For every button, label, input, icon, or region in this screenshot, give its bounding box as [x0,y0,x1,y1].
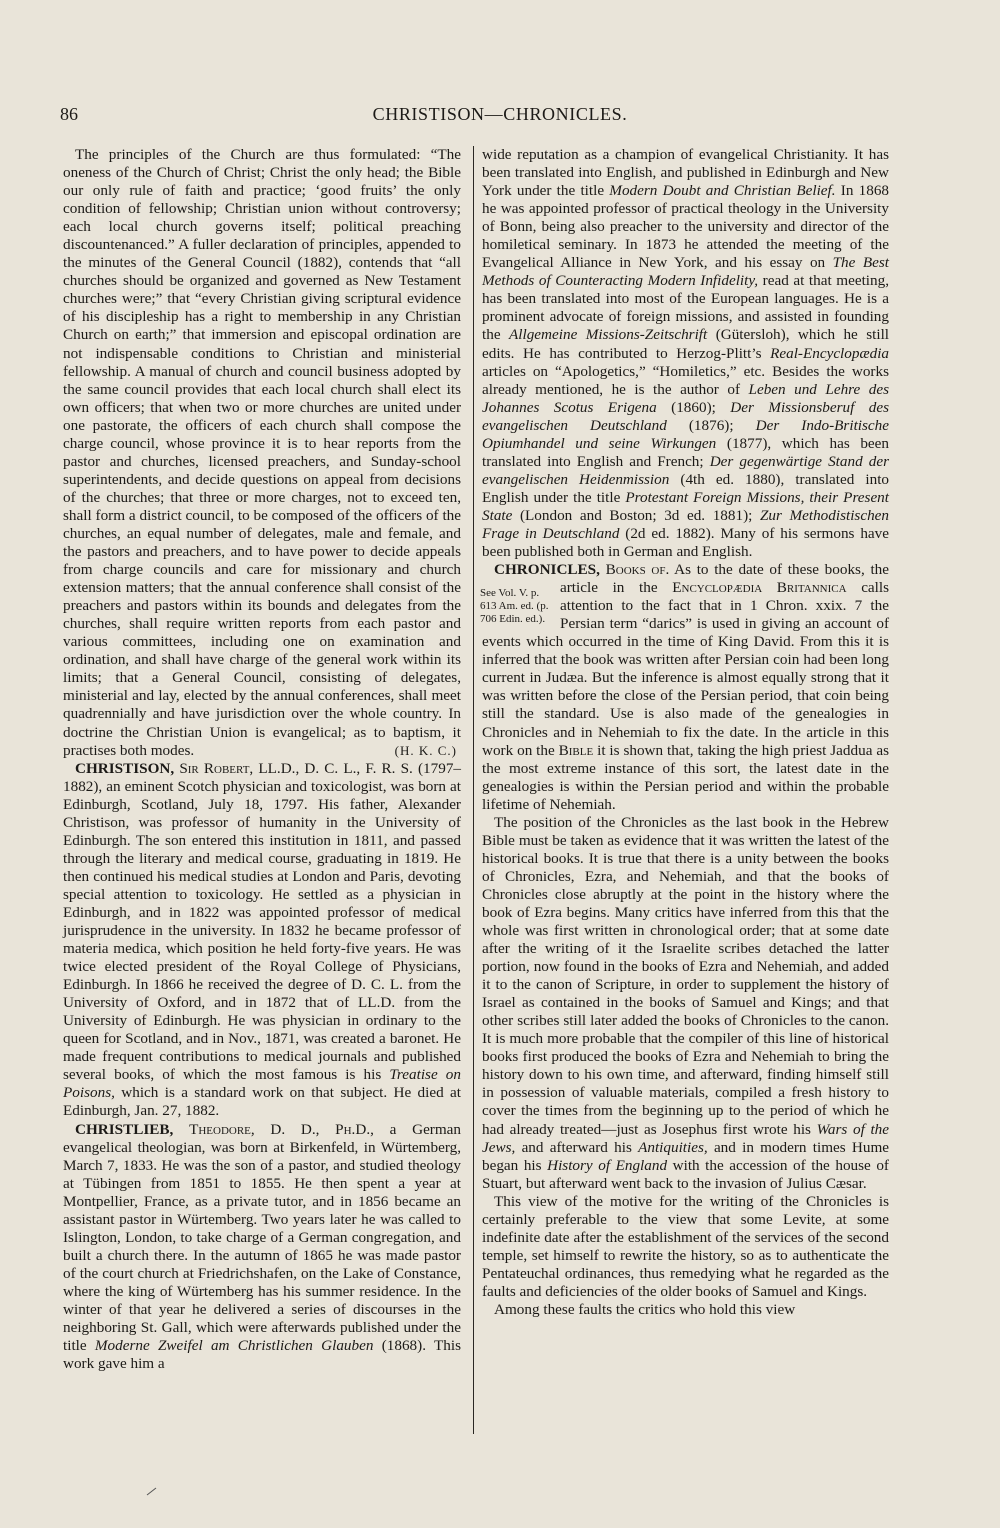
chronicles-p2-mid2: and in modern times Hume began his [482,1138,890,1174]
chronicles-entry [482,561,889,814]
chronicles-p1-end: it is shown that, taking the high priest Jaddua as the most extreme instance of this sort, the latest date in the genealogies is within the Persian period and within the probable lifetime of Nehemiah. [482,741,889,813]
chronicles-faults-paragraph: Among these faults the critics who hold this view [494,1301,796,1318]
christlieb-cont-11: (2d ed. 1882). Many of his sermons have been published both in German and English. [482,524,889,561]
britannica-reference: Encyclopædia Britannica [672,579,847,597]
christlieb-cont-6: (1860); [671,398,716,416]
running-title: CHRISTISON—CHRONICLES. [372,104,628,124]
christlieb-italic-4: Real-Encyclopædia [770,344,890,362]
christlieb-title: Theodore, D. D., Ph.D., [189,1120,374,1138]
chronicles-motive-paragraph: This view of the motive for the writing of the Chronicles is certainly preferable to the view that some Levite, at some indefinite date after the establishment of the services of the second temple, set himself to rewrite the history, so as to authenticate the Pentateuchal ordinances, thus remedying what he regarded as the faults and deficiencies of the older books of Samuel and Kings. [482,1192,889,1300]
christison-entry [63,760,461,1121]
christlieb-book-title: Moderne Zweifel am Christlichen Glauben [94,1337,374,1355]
christlieb-cont-7: (1876); [688,416,734,434]
bible-reference: Bible [558,741,594,759]
chronicles-position-paragraph [482,814,889,1193]
christison-book-title: Treatise on Poisons, [63,1066,461,1102]
christlieb-italic-2: The Best Methods of Counteracting Modern Infidelity, [482,254,890,290]
christlieb-italic-10: Zur Methodistischen Frage in Deutschland [482,506,890,542]
christlieb-cont-10: (London and Boston; 3d ed. 1881); [519,506,753,524]
right-column [482,146,889,1319]
christlieb-cont-2: In 1868 he was appointed professor of practical theology in the University of Bonn, being also preacher to the university and director of the homiletical seminary. In 1873 he attended the meeting of the Evangelical Alliance in New York, and his essay on [482,182,890,272]
chronicles-lead: As to the date of these books, the article in the [560,561,889,597]
christlieb-cont-9: (4th ed. 1880), translated into English under the title [482,470,890,506]
christian-union-text: The principles of the Church are thus formulated: “The oneness of the Church of Christ; Christ the only head; the Bible our only rule of faith and practice; ‘good fruits’ the only condition of fellowship; Christian union without controversy; each local church governs itself; political preaching discountenanced.” A fuller declaration of principles, appended to the minutes of the General Council (1882), contends that “all churches should be organized and governed as New Testament churches were;” that “every Christian giving scriptural evidence of his discipleship has a right to membership in any Christian Church on earth;” that immersion and episcopal ordination are not indispensable conditions to Christian and ministerial fellowship. A manual of church and council business adopted by the same council provides that each local church shall elect its own officers; that when two or more churches are united under one pastorate, the officers of each church shall compose the charge council, whose province it is to hear reports from the pastor and churches, licensed preachers, and Sunday-school superintendents, and decide questions on appeal from decisions of the churches; that three or more charges, not to exceed ten, shall form a district council, to be composed of the officers of the churches, an equal number of delegates, male and female, and the pastors and preachers, and to have power to decide appeals from charge councils and care for missionary and church extension matters; that the annual conference shall consist of the preachers and pastors within its bounds and delegates from the churches, shall require written reports from each pastor and various committees, including one on examination and ordination, and shall have charge of the general work within its limits; that a General Council, consisting of delegates, ministerial and lay, elected by the annual conferences, shall meet quadrennially and have jurisdiction over the whole country. In doctrine the Christian Union is evangelical; as to baptism, it practises both modes. [63,146,461,759]
column-rule [473,146,474,1434]
christlieb-italic-5: Leben und Lehre des Johannes Scotus Erigena [482,380,889,416]
left-column [63,146,461,1373]
christlieb-italic-6: Der Missionsberuf des evangelischen Deutschland [482,398,890,434]
christison-title: Sir Robert, LL.D., D. C. L., F. R. S. [179,759,413,777]
history-of-england: History of England [547,1156,668,1174]
chronicles-title: Books of. [605,561,670,579]
chronicles-p2-mid: and afterward his [521,1138,632,1156]
christlieb-cont-8: (1877), which has been translated into English and French; [482,434,890,470]
christlieb-italic-8: Der gegenwärtige Stand der evangelischen Heidenmission [482,452,889,488]
chronicles-p2: The position of the Chronicles as the last book in the Hebrew Bible must be taken as evidence that it was written the latest of the historical books. It is true that there is a unity between the books of Chronicles, Ezra, and Nehemiah, and that the books of Chronicles close abruptly at the point in the history where the book of Ezra begins. Many critics have inferred from this that the whole was first written in chronological order; that at some date after the writing of it the Israelite scribes detached the latter portion, now found in the books of Ezra and Nehemiah, and added it to the canon of Scripture, in order to supplement the history of Israel as contained in the books of Samuel and Kings; and that other scribes still later added the books of Chronicles to the canon. It is much more probable that the compiler of this line of historical books first produced the books of Ezra and Nehemiah to bring the history down to his own time, and afterward, finding himself still in possession of valuable materials, compiled a fresh history to cover the times from the beginning up to the period of which he had already treated—just as Josephus first wrote his [482,813,889,1138]
christison-end: which is a standard work on that subject. He died at Edinburgh, Jan. 27, 1882. [63,1084,462,1120]
christlieb-body: a German evangelical theologian, was born at Birkenfeld, in Würtemberg, March 7, 1833. He was the son of a pastor, and studied theology at Tübingen from 1851 to 1855. He then spent a year at Montpellier, France, as a private tutor, and in 1856 became an assistant pastor in Würtemberg. Two years later he was called to Islington, London, to take charge of a German congregation, and built a church there. In the autumn of 1865 he was made pastor of the court church at Friedrichshafen, on the Lake of Constance, where the king of Würtemberg has his summer residence. In the winter of that year he delivered a series of discourses in the neighboring St. Gall, which were afterwards published under the title [63,1120,462,1355]
christlieb-continuation [482,146,889,561]
christlieb-headword: CHRISTLIEB, [75,1120,174,1138]
christlieb-cont-5: articles on “Apologetics,” “Homiletics,” etc. Besides the works already mentioned, he is the author of [482,362,889,398]
christlieb-italic-1: Modern Doubt and Christian Belief. [609,182,836,200]
wars-of-the-jews: Wars of the Jews, [482,1120,890,1156]
antiquities: Antiquities, [638,1138,708,1156]
christlieb-italic-9: Protestant Foreign Missions, their Present State [482,488,890,524]
christlieb-entry [63,1121,461,1374]
christison-headword: CHRISTISON, [75,759,175,777]
pencil-mark [146,1486,158,1496]
christlieb-italic-3: Allgemeine Missions-Zeitschrift [509,326,708,344]
page-number: 86 [60,104,78,124]
author-signature: (H. K. C.) [394,742,457,758]
christian-union-paragraph [63,146,461,760]
christlieb-end: (1868). This work gave him a [63,1337,461,1373]
christlieb-italic-7: Der Indo-Britische Opiumhandel und seine Wirkungen [482,416,889,452]
christlieb-cont-3: read at that meeting, has been translated into most of the European languages. He is a prominent advocate of foreign missions, and assisted in founding the [482,272,890,344]
chronicles-p1: calls attention to the fact that in 1 Chron. xxix. 7 the Persian term “darics” is used in giving an account of events which occurred in the time of King David. From this it is inferred that the book was written after Persian coin had been long current in Judæa. But the inference is almost equally strong that it was written before the close of the Persian period, that coin being still the standard. Use is also made of the genealogies in Chronicles and in Nehemiah to fix the date. In the article in this work on the [482,579,890,759]
chronicles-headword: CHRONICLES, [494,561,600,579]
marginal-note: See Vol. V. p. 613 Am. ed. (p. 706 Edin. ed.). [480,587,549,626]
chronicles-p2-end: with the accession of the house of Stuart, but afterward went back to the invasion of Julius Cæsar. [482,1156,889,1192]
christlieb-cont-4: (Gütersloh), which he still edits. He has contributed to Herzog-Plitt’s [482,326,890,362]
christlieb-cont-1: wide reputation as a champion of evangelical Christianity. It has been translated into English, and published in Edinburgh and New York under the title [482,146,889,200]
christison-body: (1797–1882), an eminent Scotch physician and toxicologist, was born at Edinburgh, Scotland, July 18, 1797. His father, Alexander Christison, was professor of humanity in the University of Edinburgh. The son entered this institution in 1811, and passed through the literary and medical course, graduating in 1819. He then continued his medical studies at London and Paris, devoting special attention to toxicology. He settled as a physician in Edinburgh, and in 1822 was appointed professor of medical jurisprudence in the university. In 1832 he became professor of materia medica, which position he held forty-five years. He was twice elected president of the Royal College of Physicians, Edinburgh. In 1866 he received the degree of D. C. L. from the University of Oxford, and in 1872 that of LL.D. from the University of Edinburgh. He was physician in ordinary to the queen for Scotland, and in Nov., 1871, was created a baronet. He made frequent contributions to medical journals and published several books, of which the most famous is his [63,759,462,1084]
